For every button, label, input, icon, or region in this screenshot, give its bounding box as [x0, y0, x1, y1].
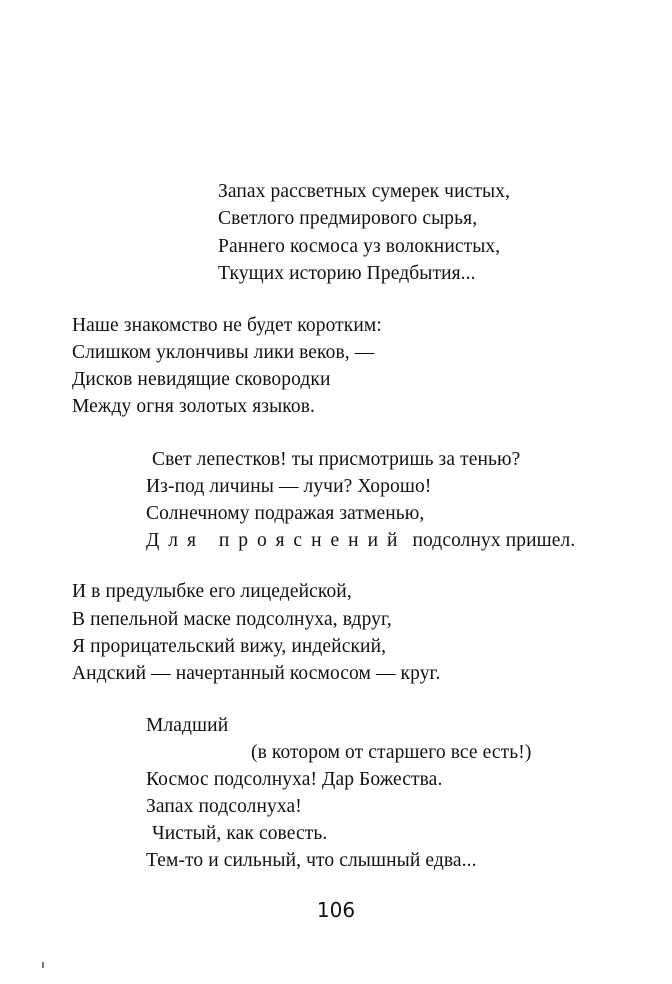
poem-line: Между огня золотых языков.: [72, 396, 316, 417]
poem-line: (в котором от старшего все есть!): [251, 742, 532, 763]
poem-line: Из-под личины — лучи? Хорошо!: [146, 476, 432, 497]
poem-line: Ткущих историю Предбытия...: [218, 263, 476, 284]
poem-line: Солнечному подражая затменью,: [146, 503, 425, 524]
poem-line: И в предулыбке его лицедейской,: [72, 581, 352, 602]
poem-line: Запах рассветных сумерек чистых,: [218, 181, 511, 202]
poem-line: В пепельной маске подсолнуха, вдруг,: [72, 609, 392, 630]
poem-line: Андский — начертанный космосом — круг.: [72, 663, 441, 684]
poem-line: Свет лепестков! ты присмотришь за тенью?: [152, 449, 521, 470]
poem-line: Светлого предмирового сырья,: [218, 208, 478, 229]
poem-line: Чистый, как совесть.: [152, 823, 328, 844]
poem-line: Запах подсолнуха!: [146, 796, 302, 817]
poem-line: Космос подсолнуха! Дар Божества.: [146, 769, 443, 790]
poem-line: Наше знакомство не будет коротким:: [72, 315, 382, 336]
spaced-word: Для прояснений: [146, 530, 407, 551]
poem-line: Тем-то и сильный, что слышный едва...: [146, 850, 477, 871]
scan-speck: [42, 962, 44, 968]
poem-line-rest: подсолнух пришел.: [412, 530, 576, 551]
poem-line: Дисков невидящие сковородки: [72, 369, 331, 390]
poem-line: Младший: [146, 715, 229, 736]
poem-line: Слишком уклончивы лики веков, —: [72, 342, 375, 363]
poem-line: Я прорицательский вижу, индейский,: [72, 636, 387, 657]
poem-line: [146, 529, 575, 553]
poem-line: Раннего космоса уз волокнистых,: [218, 236, 501, 257]
page-number: 106: [316, 898, 356, 922]
